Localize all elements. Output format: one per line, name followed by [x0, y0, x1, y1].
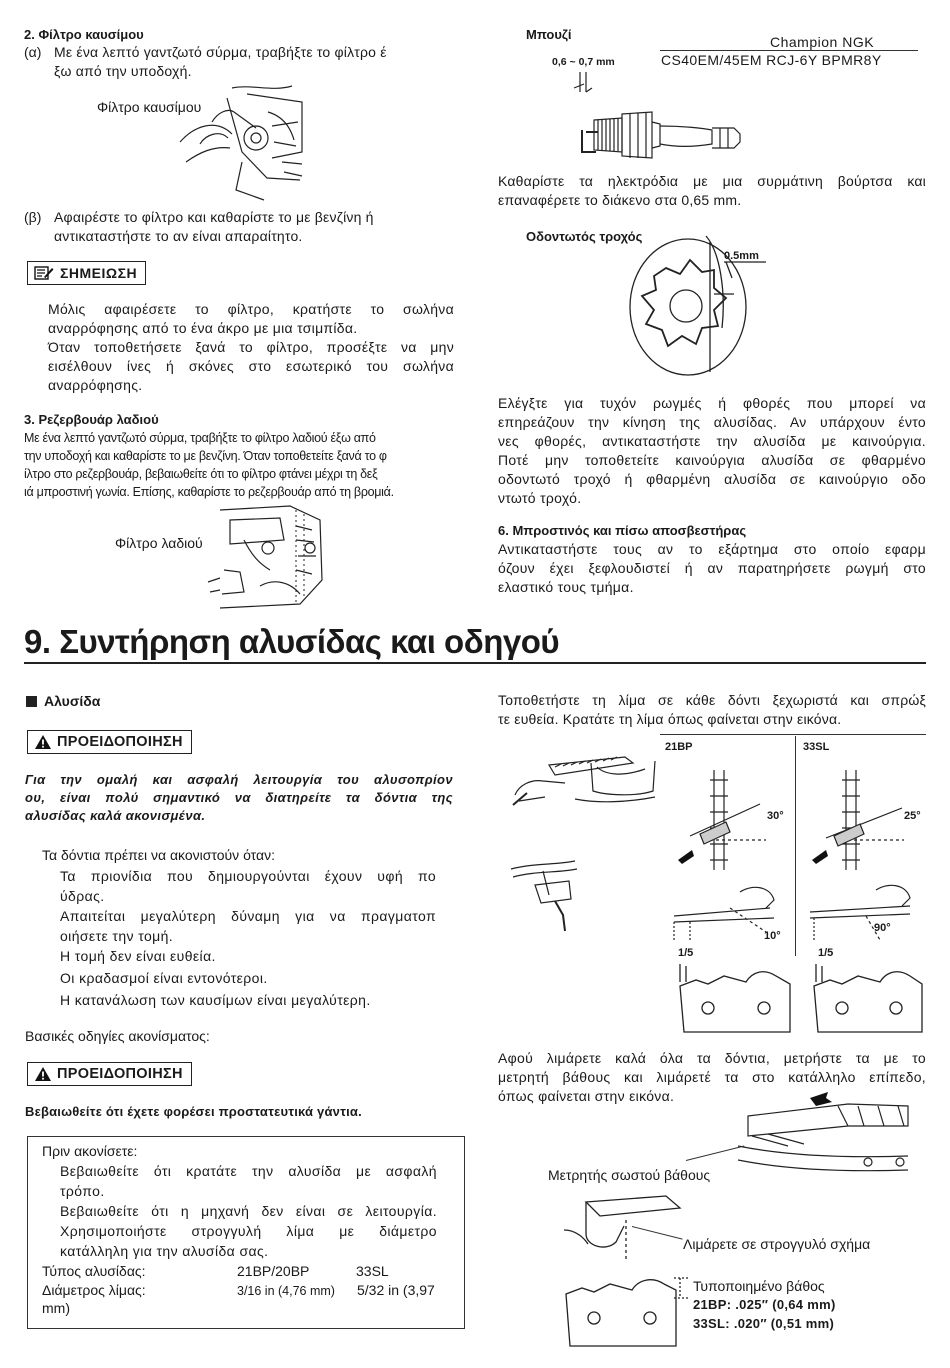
fuel-filter-label: Φίλτρο καυσίμου — [97, 99, 202, 115]
oil-tank-line: Με ένα λεπτό γαντζωτό σύρμα, τραβήξτε το φίλτρο λαδιού έξω από — [24, 431, 376, 445]
warning-text-1 — [25, 771, 453, 825]
step-b-line1: Αφαιρέστε το φίλτρο και καθαρίστε το με βενζίνη ή — [54, 209, 374, 225]
warning-text-2: Βεβαιωθείτε ότι έχετε φορέσει προστατευτικά γάντια. — [25, 1104, 362, 1119]
file-diameter-value-2-cont: mm) — [42, 1300, 70, 1316]
sprocket-dim-label: 0.5mm — [724, 250, 759, 262]
before-item: Χρησιμοποιήστε στρογγυλή λίμα με διάμετρο — [60, 1223, 437, 1239]
sprocket-illustration — [610, 232, 790, 382]
fraction-21bp: 1/5 — [678, 947, 694, 959]
fig-divider — [795, 736, 796, 956]
chainsaw-on-stump-illustration — [505, 745, 665, 815]
std-depth-label: Τυποποιημένο βάθος — [693, 1278, 825, 1294]
warning-badge-1 — [27, 730, 192, 754]
note-line: εισέλθουν ίνες ή σκόνες στο εσωτερικό του σωλήνα — [48, 358, 454, 374]
before-list — [60, 1161, 437, 1261]
fig-rule-top — [660, 734, 926, 735]
angle-30: 30° — [767, 810, 784, 822]
when-intro: Τα δόντια πρέπει να ακονιστούν όταν: — [42, 847, 275, 863]
oil-tank-body — [24, 429, 454, 501]
oil-tank-heading: 3. Ρεζερβουάρ λαδιού — [24, 412, 159, 427]
file-diameter-value-1: 3/16 in (4,76 mm) — [237, 1284, 335, 1298]
note-line: αναρρόφησης από το ένα άκρο με μια τσιμπίδα. — [48, 320, 358, 336]
section-title-rule — [24, 662, 926, 664]
step-a-line2: ξω από την υποδοχή. — [54, 63, 192, 79]
std-depth-33sl: 33SL: .020″ (0,51 mm) — [693, 1316, 835, 1331]
when-item: ύδρας. — [60, 888, 105, 904]
when-item: Η τομή δεν είναι ευθεία. — [60, 948, 216, 964]
file-diameter-label: Διάμετρος λίμας: — [42, 1282, 146, 1298]
when-item: Τα πριονίδια που δημιουργούνται έχουν υφή πο — [60, 868, 436, 884]
step-b-line2: αντικαταστήστε το αν είναι απαραίτητο. — [54, 228, 303, 244]
when-item: Απαιτείται μεγαλύτερη δύναμη για να πραγματοπ — [60, 908, 436, 924]
chain-type-value-1: 21BP/20BP — [237, 1263, 310, 1279]
round-file-label: Λιμάρετε σε στρογγυλό σχήμα — [683, 1236, 871, 1252]
sprocket-line: επηρεάζουν την κίνηση της αλυσίδας. Αν υπάρχουν έντο — [498, 414, 926, 430]
depth-gauge-illustration — [728, 1086, 926, 1186]
fuel-filter-illustration — [172, 82, 307, 204]
fraction-33sl: 1/5 — [818, 947, 834, 959]
basic-guidelines: Βασικές οδηγίες ακονίσματος: — [25, 1028, 210, 1044]
angle-10: 10° — [764, 930, 781, 942]
chain-type-label: Τύπος αλυσίδας: — [42, 1263, 146, 1279]
when-item: οιήσετε την τομή. — [60, 928, 174, 944]
chain-heading: Αλυσίδα — [44, 693, 101, 709]
note-line: αναρρόφησης. — [48, 377, 143, 393]
step-b-marker: (β) — [24, 209, 42, 225]
before-item: Βεβαιωθείτε ότι η μηχανή δεν είναι σε λειτουργία. — [60, 1203, 437, 1219]
bumpers-body — [498, 540, 926, 597]
angle-90: 90° — [874, 922, 891, 934]
when-item: Η κατανάλωση των καυσίμων είναι μεγαλύτερη. — [60, 992, 371, 1008]
spark-plug-line: Καθαρίστε τα ηλεκτρόδια με μια συρμάτινη βούρτσα και — [498, 173, 926, 189]
note-body — [48, 300, 454, 395]
note-label: ΣΗΜΕΙΩΣΗ — [60, 265, 138, 281]
warning-icon — [34, 734, 52, 750]
sprocket-line: νες φθορές, αντικαταστήστε την αλυσίδα με καινούργια. — [498, 433, 926, 449]
sprocket-line: οδοντωτό τροχό ή φθαρμένη αλυσίδα σε καινούργιο οδο — [498, 471, 926, 487]
std-depth-21bp: 21BP: .025″ (0,64 mm) — [693, 1297, 836, 1312]
file-on-chain-illustration — [505, 855, 595, 935]
depth-intro-line: όπως φαίνεται στην εικόνα. — [498, 1088, 675, 1104]
oil-tank-line: ιά μπροστινή γωνία. Επίσης, καθαρίστε το ρεζερβουάρ από τη βρομιά. — [24, 485, 394, 499]
bumpers-line: ελαστικό τους τμήμα. — [498, 579, 634, 595]
warning-badge-2 — [27, 1062, 192, 1086]
spark-plug-body — [498, 172, 926, 210]
note-badge — [27, 261, 146, 285]
cutter-profile-21bp-illustration — [676, 960, 796, 1040]
sprocket-heading: Οδοντωτός τροχός — [526, 229, 643, 244]
oil-filter-illustration — [200, 500, 330, 612]
bumpers-line: Αντικαταστήστε τους αν το εξάρτημα στο οποίο εφαρμ — [498, 541, 926, 557]
plug-table-head: Champion NGK — [770, 34, 875, 50]
warning-line: Για την ομαλή και ασφαλή λειτουργία του αλυσοπρίον — [25, 772, 453, 787]
square-bullet-icon — [26, 696, 37, 707]
step-a-marker: (α) — [24, 44, 42, 60]
oil-filter-label: Φίλτρο λαδιού — [115, 535, 203, 551]
sprocket-line: ντωτό τροχό. — [498, 490, 582, 506]
fig-col-21bp: 21BP — [665, 741, 693, 753]
warning-line: αλυσίδας καλά ακονισμένα. — [25, 808, 206, 823]
fuel-filter-heading: 2. Φίλτρο καυσίμου — [24, 27, 144, 42]
note-line: Μόλις αφαιρέσετε το φίλτρο, κρατήστε το σωλήνα — [48, 301, 454, 317]
cutter-profile-33sl-illustration — [810, 960, 926, 1040]
plug-gap-label: 0,6 ~ 0,7 mm — [552, 56, 615, 68]
bumpers-heading: 6. Μπροστινός και πίσω αποσβεστήρας — [498, 523, 747, 538]
warning-label-1: ΠΡΟΕΙΔΟΠΟΙΗΣΗ — [57, 734, 183, 750]
depth-gauge-label: Μετρητής σωστού βάθους — [548, 1167, 711, 1183]
oil-tank-line: ίλτρο στο ρεζερβουάρ, βεβαιωθείτε ότι το φίλτρο φτάνει μέχρι τη δεξ — [24, 467, 378, 481]
oil-tank-line: την υποδοχή και καθαρίστε το με βενζίνη. Όταν τοποθετείτε ξανά το φ — [24, 449, 387, 463]
angle-25: 25° — [904, 810, 921, 822]
spark-plug-illustration — [572, 70, 752, 165]
spark-plug-line: επαναφέρετε το διάκενο στα 0,65 mm. — [498, 192, 742, 208]
bumpers-line: όζουν έχει ξεφλουδιστεί ή αν παρατηρήσετε ρωγμή στο — [498, 560, 926, 576]
file-tilt-33sl-illustration — [806, 878, 924, 948]
before-item: κατάλληλη για την αλυσίδα σας. — [60, 1243, 269, 1259]
spark-plug-heading: Μπουζί — [526, 27, 572, 42]
file-intro-line: Τοποθετήστε τη λίμα σε κάθε δόντι ξεχωριστά και σπρώξ — [498, 692, 926, 708]
note-line: Όταν τοποθετήσετε ξανά το φίλτρο, προσέξτε να μην — [48, 339, 454, 355]
depth-intro-line: Αφού λιμάρετε καλά όλα τα δόντια, μετρήστε τα με το — [498, 1050, 926, 1066]
section-title: 9. Συντήρηση αλυσίδας και οδηγού — [24, 623, 560, 660]
file-intro — [498, 691, 926, 729]
fig-col-33sl: 33SL — [803, 741, 830, 753]
sprocket-line: Ελέγξτε για τυχόν ρωγμές ή φθορές που μπορεί να — [498, 395, 926, 411]
standard-depth-profile-illustration — [560, 1270, 694, 1350]
warning-label-2: ΠΡΟΕΙΔΟΠΟΙΗΣΗ — [57, 1066, 183, 1082]
chain-type-value-2: 33SL — [356, 1263, 389, 1279]
file-diameter-value-2: 5/32 in (3,97 — [357, 1282, 435, 1298]
plug-table-row: CS40EM/45EM RCJ-6Y BPMR8Y — [661, 52, 882, 68]
plug-table-rule — [660, 50, 918, 51]
file-intro-line: τε ευθεία. Κρατάτε τη λίμα όπως φαίνεται στην εικόνα. — [498, 711, 842, 727]
depth-intro-line: μετρητή βάθους και λιμάρετέ τα στο κατάλληλο επίπεδο, — [498, 1069, 926, 1085]
when-list — [60, 866, 436, 1010]
round-file-illustration — [556, 1190, 686, 1260]
sprocket-line: Ποτέ μην τοποθετείτε καινούργια αλυσίδα σε φθαρμένο — [498, 452, 926, 468]
before-item: Βεβαιωθείτε ότι κρατάτε την αλυσίδα με ασφαλή — [60, 1163, 437, 1179]
when-item: Οι κραδασμοί είναι εντονότεροι. — [60, 970, 268, 986]
sprocket-body — [498, 394, 926, 508]
step-a-line1: Με ένα λεπτό γαντζωτό σύρμα, τραβήξτε το φίλτρο έ — [54, 44, 387, 60]
before-item: τρόπο. — [60, 1183, 105, 1199]
warning-line: ου, είναι πολύ σημαντικό να διατηρείτε τα δόντια της — [25, 790, 453, 805]
before-title: Πριν ακονίσετε: — [42, 1143, 138, 1159]
warning-icon — [34, 1066, 52, 1082]
note-icon — [34, 265, 54, 281]
